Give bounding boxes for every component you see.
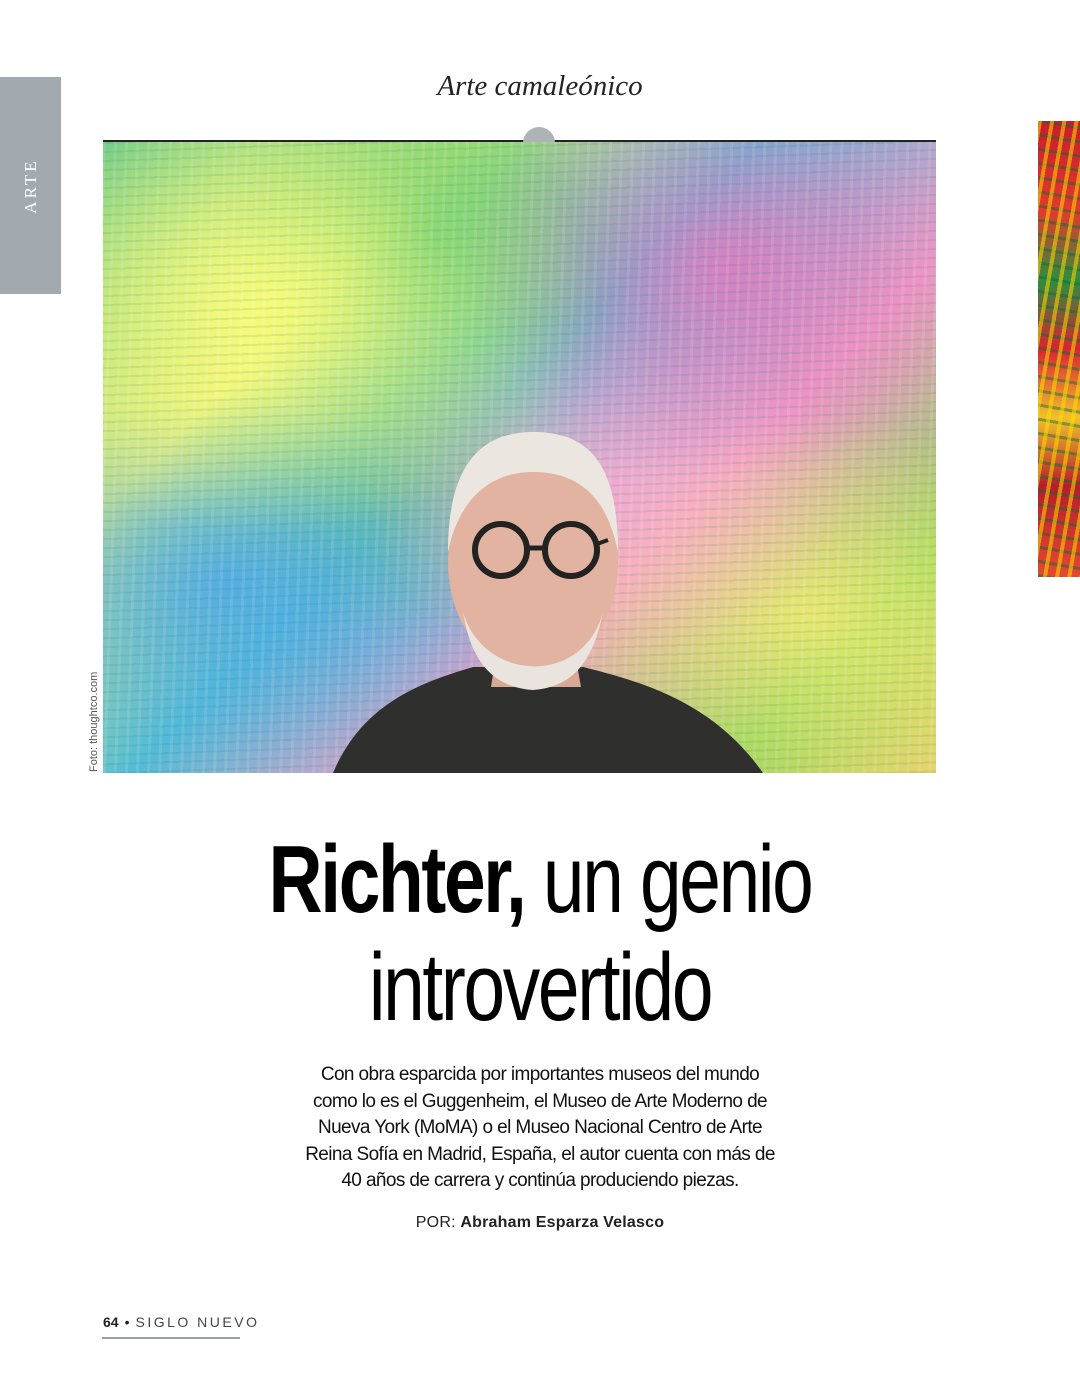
folio-rule bbox=[102, 1337, 240, 1339]
headline bbox=[119, 826, 961, 1042]
portrait-figure bbox=[103, 142, 936, 773]
publication-name: SIGLO NUEVO bbox=[135, 1314, 260, 1330]
headline-name: Richter, bbox=[268, 826, 525, 933]
hero-photo bbox=[103, 142, 936, 773]
dek-line: Con obra esparcida por importantes museos del mundo bbox=[320, 1064, 760, 1085]
headline-rest: un genio bbox=[524, 826, 812, 933]
kicker: Arte camaleónico bbox=[437, 70, 643, 102]
painting-detail-strip bbox=[1038, 121, 1080, 577]
headline-line-1 bbox=[119, 826, 961, 934]
section-tab-label: ARTE bbox=[20, 157, 40, 214]
dek-line: 40 años de carrera y continúa produciendo piezas. bbox=[341, 1170, 739, 1191]
dek-line: Reina Sofía en Madrid, España, el autor cuenta con más de bbox=[305, 1143, 775, 1165]
folio bbox=[103, 1314, 259, 1330]
byline bbox=[0, 1214, 1080, 1232]
page-number: 64 bbox=[103, 1314, 119, 1330]
section-tab bbox=[0, 77, 61, 294]
folio-separator: • bbox=[124, 1314, 130, 1330]
photo-credit: Foto: thoughtco.com bbox=[88, 671, 100, 772]
dek-line: como lo es el Guggenheim, el Museo de Arte Moderno de bbox=[312, 1090, 768, 1112]
byline-author: Abraham Esparza Velasco bbox=[460, 1214, 665, 1231]
dek-line: Nueva York (MoMA) o el Museo Nacional Centro de Arte bbox=[317, 1117, 763, 1138]
photo-tab-marker bbox=[523, 127, 555, 143]
byline-prefix: POR: bbox=[415, 1214, 456, 1231]
headline-line-2: introvertido bbox=[368, 934, 712, 1041]
dek bbox=[255, 1062, 825, 1195]
